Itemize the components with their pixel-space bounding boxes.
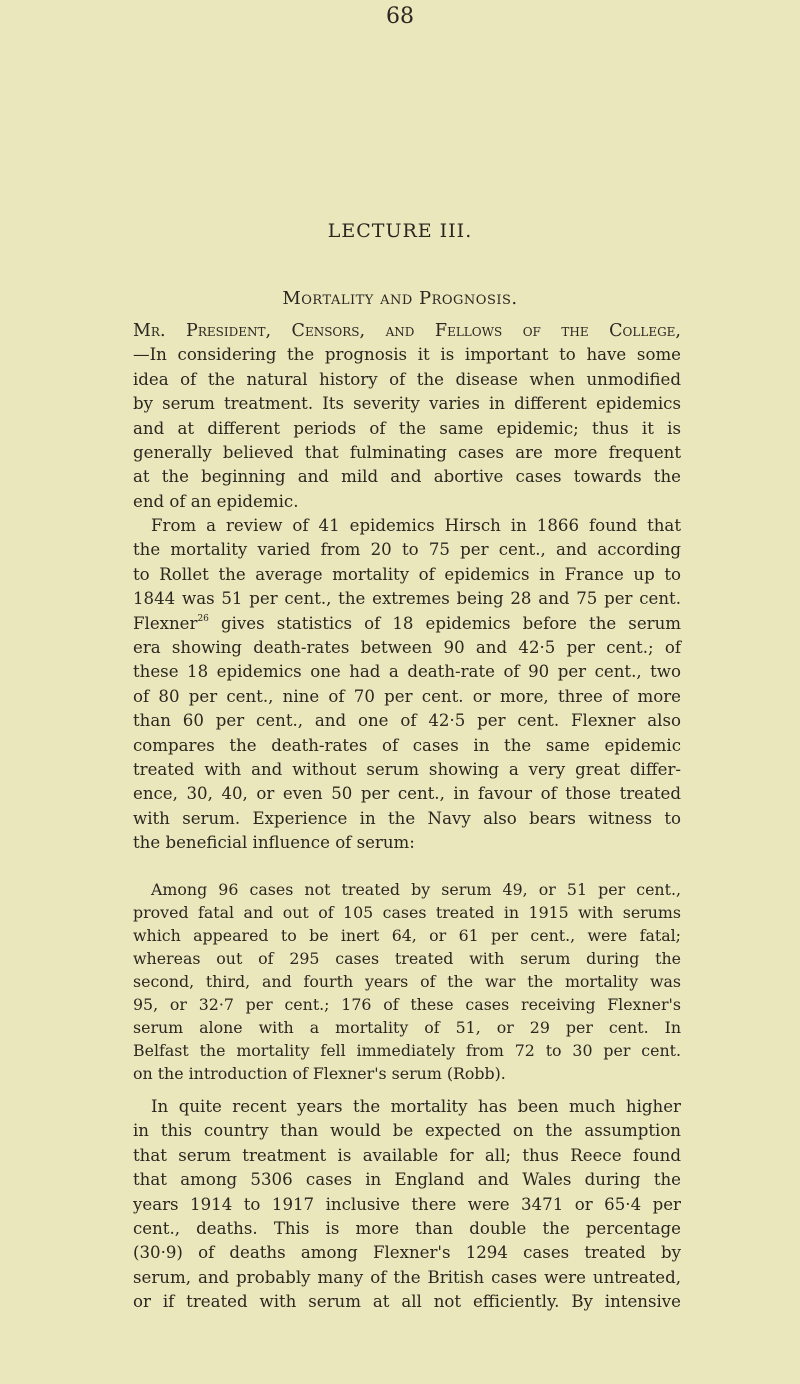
text-line: proved fatal and out of 105 cases treated in 1915 with serums	[133, 903, 681, 922]
text-line: —In considering the prognosis it is important to have some	[133, 345, 681, 365]
text-line: 1844 was 51 per cent., the extremes being 28 and 75 per cent.	[133, 589, 681, 609]
text-line	[133, 612, 681, 636]
footnote-reference: 26	[197, 613, 209, 624]
text-line: Among 96 cases not treated by serum 49, or 51 per cent.,	[151, 880, 681, 899]
text-line: and at different periods of the same epidemic; thus it is	[133, 418, 681, 438]
text-line: serum, and probably many of the British cases were untreated,	[133, 1267, 681, 1287]
paragraph-historical-mortality	[133, 514, 681, 855]
text-line: 95, or 32·7 per cent.; 176 of these cases receiving Flexner's	[133, 995, 681, 1014]
lecture-heading: LECTURE III.	[327, 220, 473, 242]
text-line: by serum treatment. Its severity varies in different epidemics	[133, 394, 681, 414]
text-line: the beneficial influence of serum:	[133, 833, 415, 853]
text-line: or if treated with serum at all not efficiently. By intensive	[133, 1292, 681, 1312]
text-line: than 60 per cent., and one of 42·5 per cent. Flexner also	[133, 711, 681, 731]
text-segment: gives statistics of 18 epidemics before the serum	[208, 613, 681, 633]
text-line: whereas out of 295 cases treated with serum during the	[133, 949, 681, 968]
text-line: of 80 per cent., nine of 70 per cent. or more, three of more	[133, 686, 681, 706]
text-line: idea of the natural history of the disease when unmodified	[133, 369, 681, 389]
text-line: these 18 epidemics one had a death-rate of 90 per cent., two	[133, 662, 681, 682]
text-line: that among 5306 cases in England and Wales during the	[133, 1170, 681, 1190]
paragraph-introduction	[133, 319, 681, 514]
text-line: which appeared to be inert 64, or 61 per cent., were fatal;	[133, 926, 681, 945]
text-line: treated with and without serum showing a very great differ-	[133, 759, 681, 779]
text-line: Mr. President, Censors, and Fellows of the College,	[133, 321, 681, 341]
text-line: that serum treatment is available for all; thus Reece found	[133, 1145, 681, 1165]
text-line: ence, 30, 40, or even 50 per cent., in favour of those treated	[133, 784, 681, 804]
text-line: Belfast the mortality fell immediately from 72 to 30 per cent.	[133, 1041, 681, 1060]
page-number: 68	[386, 4, 414, 29]
text-line: at the beginning and mild and abortive cases towards the	[133, 467, 681, 487]
text-line: years 1914 to 1917 inclusive there were 3471 or 65·4 per	[133, 1194, 681, 1214]
paragraph-recent-mortality	[133, 1095, 681, 1315]
text-line: (30·9) of deaths among Flexner's 1294 cases treated by	[133, 1243, 681, 1263]
text-line: compares the death-rates of cases in the same epidemic	[133, 735, 681, 755]
text-line: In quite recent years the mortality has been much higher	[151, 1097, 681, 1116]
section-title: Mortality and Prognosis.	[282, 288, 518, 309]
text-line: second, third, and fourth years of the war the mortality was	[133, 972, 681, 991]
text-segment: Flexner	[133, 613, 198, 633]
text-line: era showing death-rates between 90 and 42·5 per cent.; of	[133, 637, 681, 657]
text-line: with serum. Experience in the Navy also bears witness to	[133, 808, 681, 828]
text-line: in this country than would be expected on the assumption	[133, 1121, 681, 1141]
text-line: cent., deaths. This is more than double the percentage	[133, 1218, 681, 1238]
text-line: From a review of 41 epidemics Hirsch in 1866 found that	[151, 516, 681, 535]
text-line: generally believed that fulminating cases are more frequent	[133, 442, 681, 462]
text-line: to Rollet the average mortality of epidemics in France up to	[133, 564, 681, 584]
text-line: the mortality varied from 20 to 75 per cent., and according	[133, 540, 681, 560]
text-line: on the introduction of Flexner's serum (Robb).	[133, 1064, 506, 1083]
text-line: serum alone with a mortality of 51, or 29 per cent. In	[133, 1018, 681, 1037]
text-line: end of an epidemic.	[133, 491, 299, 511]
quoted-navy-statistics	[133, 878, 681, 1085]
